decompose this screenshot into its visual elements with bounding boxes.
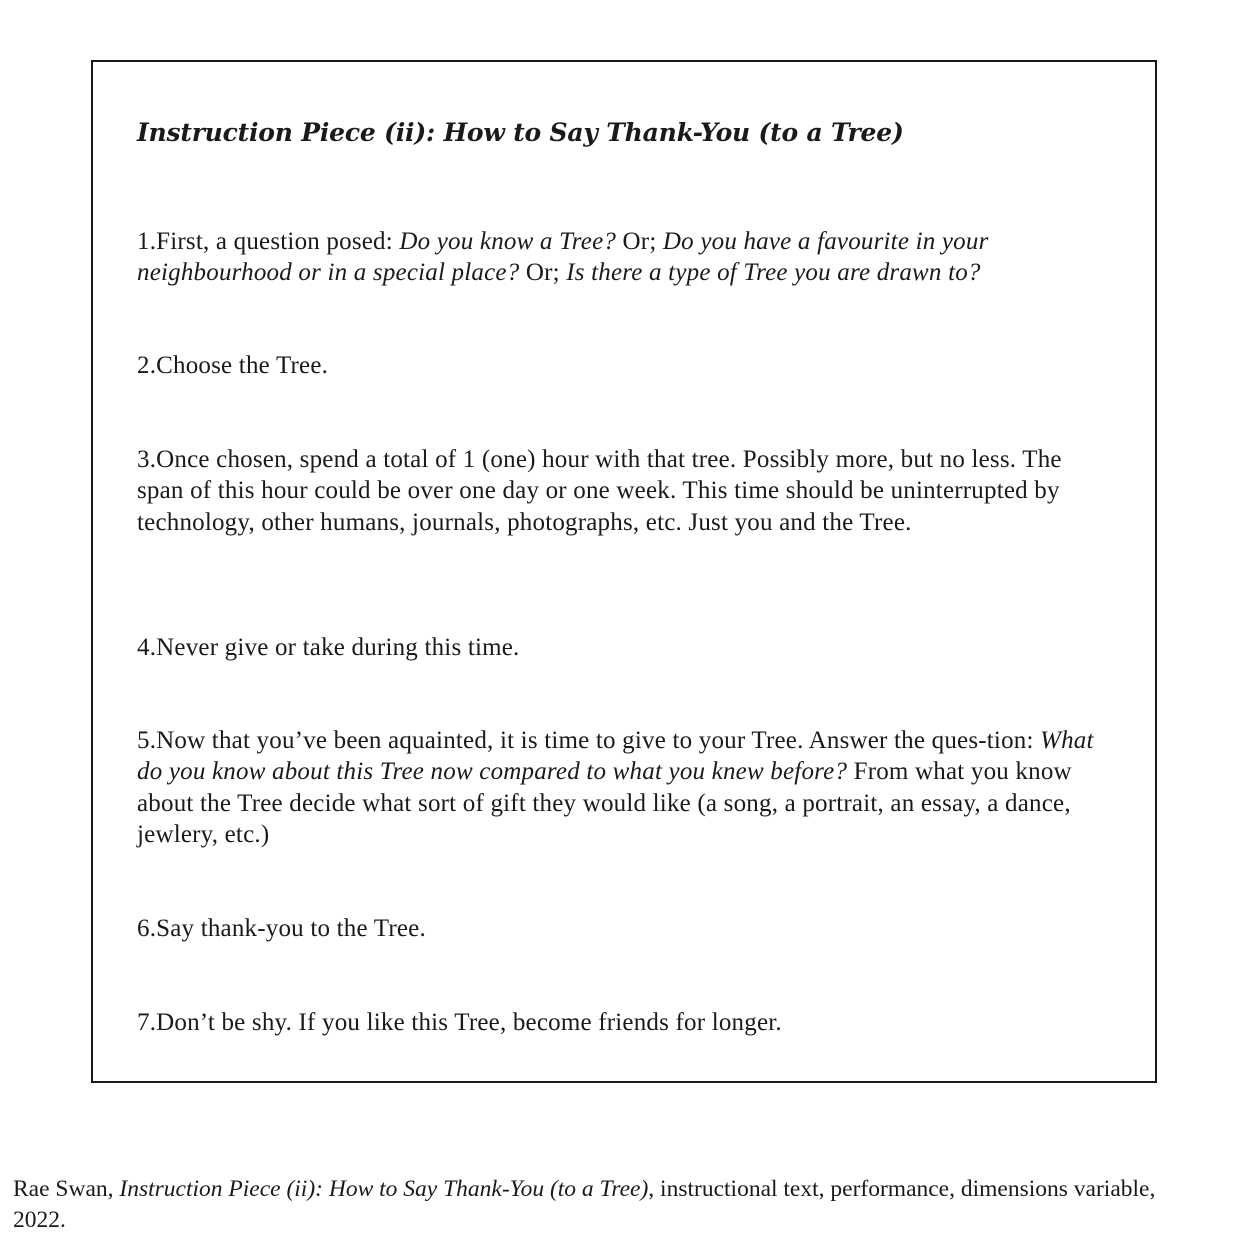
step-5-question: What do you know about this Tree now compared to what you knew before?: [137, 727, 1094, 786]
step-1-lead: 1.First, a question posed:: [137, 228, 400, 255]
step-7: 7.Don’t be shy. If you like this Tree, become friends for longer.: [137, 1009, 782, 1036]
caption-artist: Rae Swan,: [13, 1176, 120, 1202]
artwork-caption: [13, 1174, 1213, 1235]
step-5-tail: From what you know about the Tree decide what sort of gift they would like (a song, a portrait, an essay, a dance, jewlery, etc.): [137, 758, 1072, 848]
step-5-lead: 5.Now that you’ve been aquainted, it is time to give to your Tree. Answer the ques-tion:: [137, 727, 1041, 754]
step-3: 3.Once chosen, spend a total of 1 (one) hour with that tree. Possibly more, but no less. The span of this hour could be over one day or one week. This time should be uninterrupted by technology, other humans, journals, photographs, etc. Just you and the Tree.: [137, 446, 1062, 536]
step-1-question-1: Do you know a Tree?: [399, 228, 617, 255]
step-1-or-1: Or;: [616, 228, 663, 255]
step-1-question-3: Is there a type of Tree you are drawn to?: [566, 259, 981, 287]
step-6: 6.Say thank-you to the Tree.: [137, 915, 426, 942]
step-1: [137, 226, 1112, 289]
caption-details: , instructional text, performance, dimensions variable, 2022.: [13, 1176, 1156, 1233]
caption-work-title: Instruction Piece (ii): How to Say Thank-You (to a Tree): [119, 1176, 649, 1202]
step-1-question-2: Do you have a favourite in your neighbourhood or in a special place?: [137, 228, 989, 287]
step-2: 2.Choose the Tree.: [137, 352, 329, 379]
step-5: [137, 725, 1112, 850]
piece-title: Instruction Piece (ii): How to Say Thank-You (to a Tree): [137, 118, 904, 147]
step-4: 4.Never give or take during this time.: [137, 634, 520, 661]
step-1-or-2: Or;: [519, 259, 567, 287]
